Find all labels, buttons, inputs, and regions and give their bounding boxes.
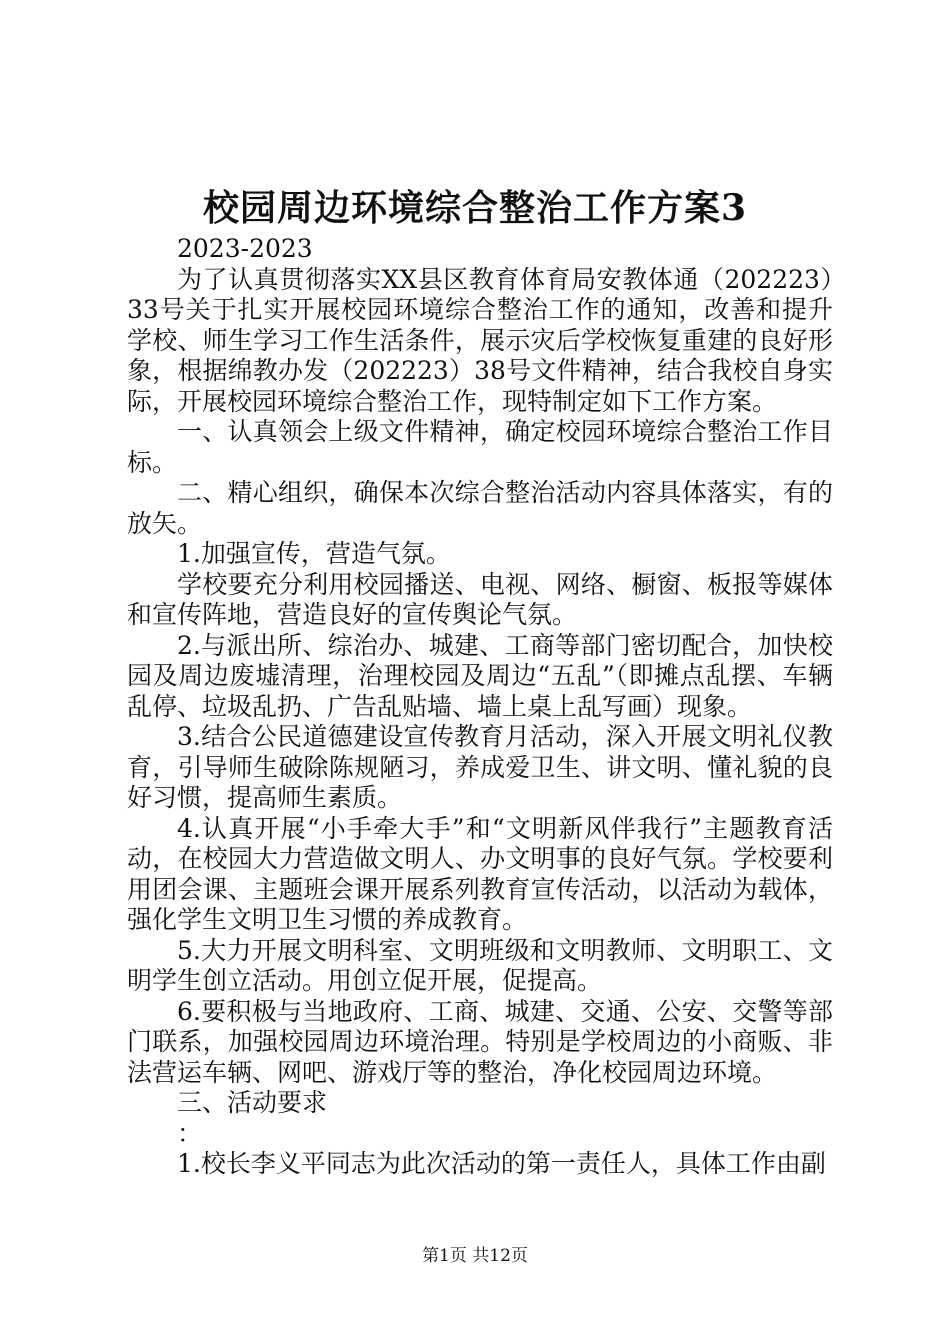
colon-line: ： bbox=[177, 1118, 203, 1148]
item-2-paragraph: 2.与派出所、综治办、城建、工商等部门密切配合，加快校园及周边废墟清理，治理校园及周边“五乱”（即摊点乱摆、车辆乱停、垃圾乱扔、广告乱贴墙、墙上桌上乱写画）现象。 bbox=[127, 630, 833, 721]
intro-paragraph: 为了认真贯彻落实XX县区教育体育局安教体通（202223）33号关于扎实开展校园环境综合整治工作的通知，改善和提升学校、师生学习工作生活条件，展示灾后学校恢复重建的良好形象，根据绵教办发（202223）38号文件精神，结合我校自身实际，开展校园环境综合整治工作，现特制定如下工作方案。 bbox=[127, 264, 833, 416]
item-1-heading: 1.加强宣传，营造气氛。 bbox=[177, 539, 451, 568]
date-line: 2023-2023 bbox=[177, 234, 313, 263]
document-body bbox=[127, 234, 833, 1180]
item-4-paragraph: 4.认真开展“小手牵大手”和“文明新风伴我行”主题教育活动，在校园大力营造做文明人、办文明事的良好气氛。学校要利用团会课、主题班会课开展系列教育宣传活动，以活动为载体，强化学生文明卫生习惯的养成教育。 bbox=[127, 813, 833, 934]
requirement-1-paragraph: 1.校长李义平同志为此次活动的第一责任人，具体工作由副 bbox=[177, 1149, 826, 1178]
item-6-paragraph: 6.要积极与当地政府、工商、城建、交通、公安、交警等部门联系，加强校园周边环境治理。特别是学校周边的小商贩、非法营运车辆、网吧、游戏厅等的整治，净化校园周边环境。 bbox=[127, 996, 833, 1087]
section-heading-1: 一、认真领会上级文件精神，确定校园环境综合整治工作目标。 bbox=[127, 417, 833, 477]
item-1-paragraph: 学校要充分利用校园播送、电视、网络、橱窗、板报等媒体和宣传阵地，营造良好的宣传舆论气氛。 bbox=[127, 569, 833, 629]
section-heading-2: 二、精心组织，确保本次综合整治活动内容具体落实，有的放矢。 bbox=[127, 478, 833, 538]
page-footer: 第1页 共12页 bbox=[422, 1246, 528, 1266]
section-heading-3: 三、活动要求 bbox=[177, 1088, 328, 1117]
item-5-paragraph: 5.大力开展文明科室、文明班级和文明教师、文明职工、文明学生创立活动。用创立促开展，促提高。 bbox=[127, 935, 833, 995]
item-3-paragraph: 3.结合公民道德建设宣传教育月活动，深入开展文明礼仪教育，引导师生破除陈规陋习，养成爱卫生、讲文明、懂礼貌的良好习惯，提高师生素质。 bbox=[127, 722, 833, 812]
document-title: 校园周边环境综合整治工作方案3 bbox=[202, 187, 748, 229]
